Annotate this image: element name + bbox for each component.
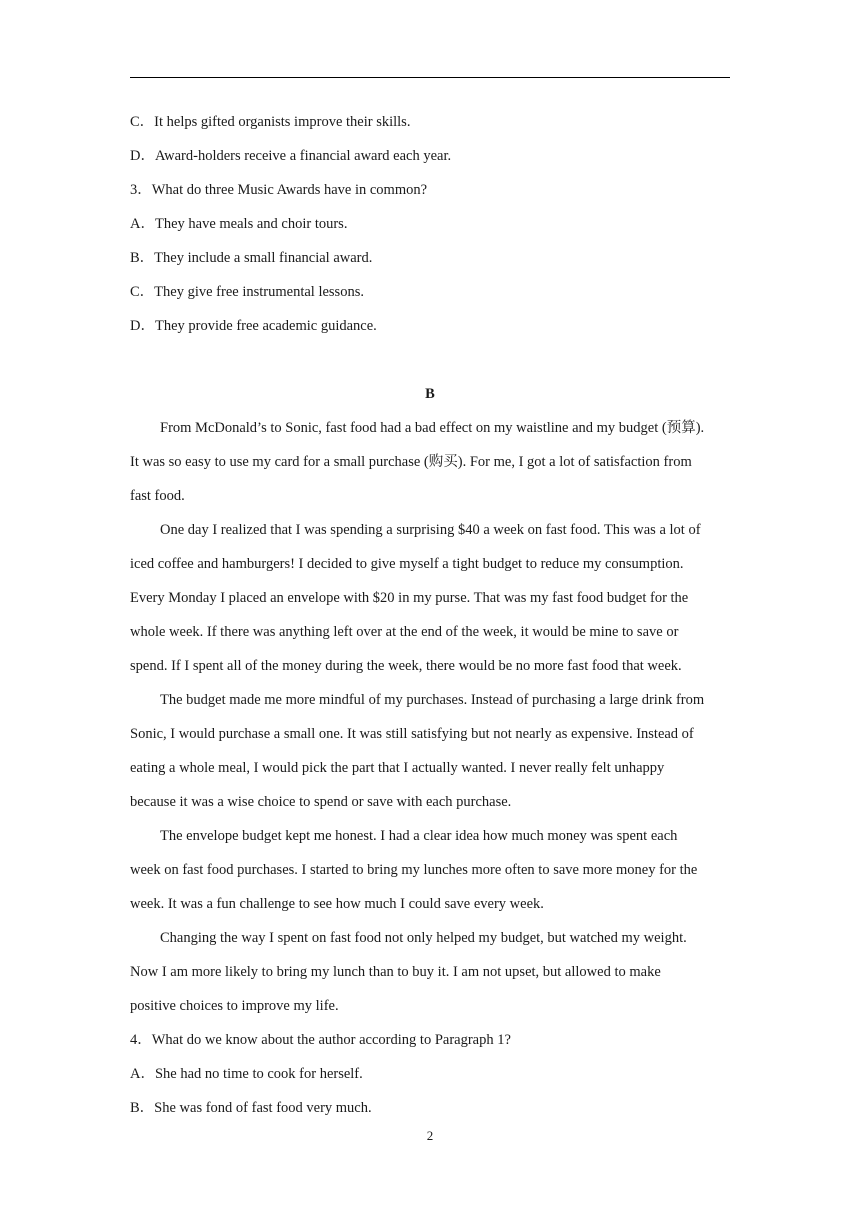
- option-3a: A．They have meals and choir tours.: [130, 216, 348, 232]
- option-3b: B．They include a small financial award.: [130, 250, 373, 266]
- option-4a: A．She had no time to cook for herself.: [130, 1066, 363, 1082]
- section-heading: B: [425, 386, 435, 402]
- paragraph-3-line-2: Sonic, I would purchase a small one. It was still satisfying but not nearly as expensive. Instead of: [130, 726, 694, 742]
- paragraph-4-line-3: week. It was a fun challenge to see how much I could save every week.: [130, 896, 544, 912]
- page-content: [130, 108, 730, 1128]
- paragraph-3-line-4: because it was a wise choice to spend or save with each purchase.: [130, 794, 512, 810]
- paragraph-5-line-3: positive choices to improve my life.: [130, 998, 339, 1014]
- paragraph-5-line-1: Changing the way I spent on fast food not only helped my budget, but watched my weight.: [160, 930, 687, 946]
- option-4b: B．She was fond of fast food very much.: [130, 1100, 372, 1116]
- paragraph-3-line-3: eating a whole meal, I would pick the part that I actually wanted. I never really felt unhappy: [130, 760, 665, 776]
- question-4: 4．What do we know about the author according to Paragraph 1?: [130, 1032, 511, 1048]
- page-number: 2: [426, 1128, 434, 1143]
- paragraph-4-line-2: week on fast food purchases. I started to bring my lunches more often to save more money for the: [130, 862, 698, 878]
- paragraph-2-line-1: One day I realized that I was spending a surprising $40 a week on fast food. This was a lot of: [160, 522, 701, 538]
- paragraph-2-line-3: Every Monday I placed an envelope with $20 in my purse. That was my fast food budget for the: [130, 590, 689, 606]
- option-3d: D．They provide free academic guidance.: [130, 318, 377, 334]
- paragraph-1-line-3: fast food.: [130, 488, 185, 504]
- header-rule: [130, 77, 730, 78]
- option-2d: D．Award-holders receive a financial award each year.: [130, 148, 452, 164]
- paragraph-4-line-1: The envelope budget kept me honest. I had a clear idea how much money was spent each: [160, 828, 678, 844]
- option-2c: C．It helps gifted organists improve their skills.: [130, 114, 411, 130]
- paragraph-1-line-1: From McDonald’s to Sonic, fast food had a bad effect on my waistline and my budget (预算).: [160, 420, 705, 436]
- paragraph-5-line-2: Now I am more likely to bring my lunch than to buy it. I am not upset, but allowed to make: [130, 964, 661, 980]
- paragraph-1-line-2: It was so easy to use my card for a small purchase (购买). For me, I got a lot of satisfaction from: [130, 454, 692, 470]
- question-3: 3．What do three Music Awards have in common?: [130, 182, 428, 198]
- spacer: [130, 346, 730, 380]
- paragraph-2-line-5: spend. If I spent all of the money during the week, there would be no more fast food that week.: [130, 658, 682, 674]
- paragraph-3-line-1: The budget made me more mindful of my purchases. Instead of purchasing a large drink from: [160, 692, 705, 708]
- paragraph-2-line-2: iced coffee and hamburgers! I decided to give myself a tight budget to reduce my consumption.: [130, 556, 684, 572]
- paragraph-2-line-4: whole week. If there was anything left over at the end of the week, it would be mine to save or: [130, 624, 679, 640]
- option-3c: C．They give free instrumental lessons.: [130, 284, 364, 300]
